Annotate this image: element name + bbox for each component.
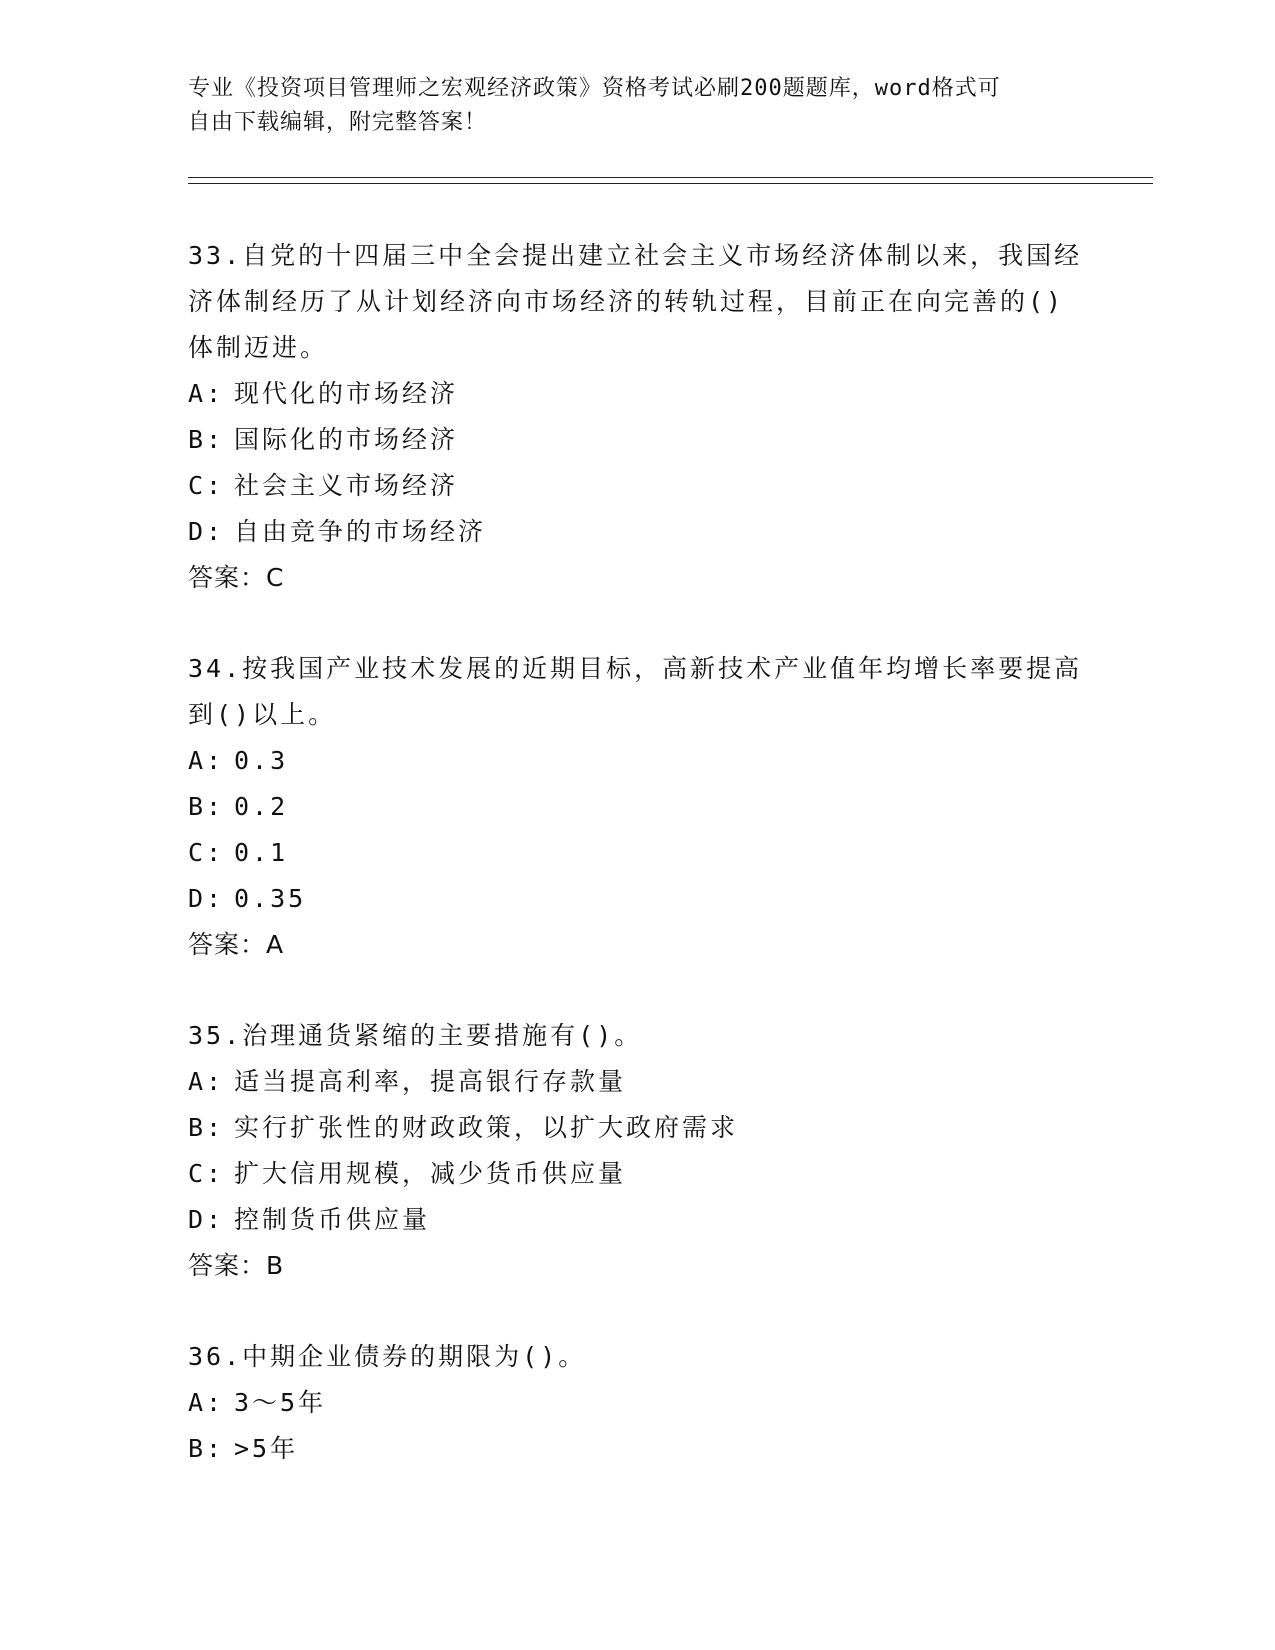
header-divider-top [188, 177, 1153, 178]
answer-line: 答案：C [188, 563, 285, 592]
option-c [188, 830, 1088, 876]
option-a [188, 1059, 1088, 1105]
question-33 [188, 233, 1088, 601]
question-text: 36.中期企业债券的期限为()。 [188, 1342, 587, 1371]
option-text: 适当提高利率，提高银行存款量 [234, 1067, 627, 1096]
question-text: 35.治理通货紧缩的主要措施有()。 [188, 1021, 643, 1050]
question-36 [188, 1334, 1088, 1472]
option-b [188, 784, 1088, 830]
option-key: B: [188, 792, 225, 821]
option-text: 实行扩张性的财政政策，以扩大政府需求 [234, 1113, 739, 1142]
header-line-1: 专业《投资项目管理师之宏观经济政策》资格考试必刷200题题库，word格式可 [188, 76, 1001, 101]
option-b [188, 417, 1088, 463]
question-35 [188, 1013, 1088, 1289]
option-d [188, 1197, 1088, 1243]
option-key: D: [188, 517, 225, 546]
header-divider-bottom [188, 183, 1153, 184]
option-key: D: [188, 1205, 225, 1234]
option-b [188, 1426, 1088, 1472]
option-key: C: [188, 838, 225, 867]
answer-line: 答案：B [188, 1251, 285, 1280]
option-b [188, 1105, 1088, 1151]
option-text: 扩大信用规模，减少货币供应量 [234, 1159, 627, 1188]
option-key: B: [188, 425, 225, 454]
option-text: 0.3 [234, 746, 289, 775]
option-text: 0.35 [234, 884, 307, 913]
option-key: A: [188, 1388, 225, 1417]
option-text: >5年 [234, 1434, 299, 1463]
option-a [188, 1380, 1088, 1426]
option-c [188, 463, 1088, 509]
option-key: B: [188, 1113, 225, 1142]
question-list [188, 233, 1088, 1517]
question-text: 33.自党的十四届三中全会提出建立社会主义市场经济体制以来，我国经济体制经历了从计划经济向市场经济的转轨过程，目前正在向完善的()体制迈进。 [188, 241, 1083, 362]
option-text: 社会主义市场经济 [234, 471, 459, 500]
document-header [188, 72, 1068, 140]
option-key: C: [188, 1159, 225, 1188]
option-key: A: [188, 1067, 225, 1096]
option-text: 自由竞争的市场经济 [234, 517, 487, 546]
question-34 [188, 646, 1088, 968]
option-key: C: [188, 471, 225, 500]
option-key: B: [188, 1434, 225, 1463]
option-a [188, 371, 1088, 417]
option-key: A: [188, 746, 225, 775]
option-d [188, 509, 1088, 555]
option-a [188, 738, 1088, 784]
answer-line: 答案：A [188, 930, 285, 959]
option-d [188, 876, 1088, 922]
option-text: 0.1 [234, 838, 289, 867]
option-text: 控制货币供应量 [234, 1205, 431, 1234]
header-line-2: 自由下载编辑，附完整答案！ [188, 110, 488, 135]
option-key: A: [188, 379, 225, 408]
option-key: D: [188, 884, 225, 913]
option-c [188, 1151, 1088, 1197]
question-text: 34.按我国产业技术发展的近期目标，高新技术产业值年均增长率要提高到()以上。 [188, 654, 1083, 729]
option-text: 0.2 [234, 792, 289, 821]
option-text: 现代化的市场经济 [234, 379, 459, 408]
option-text: 国际化的市场经济 [234, 425, 459, 454]
option-text: 3～5年 [234, 1388, 327, 1417]
